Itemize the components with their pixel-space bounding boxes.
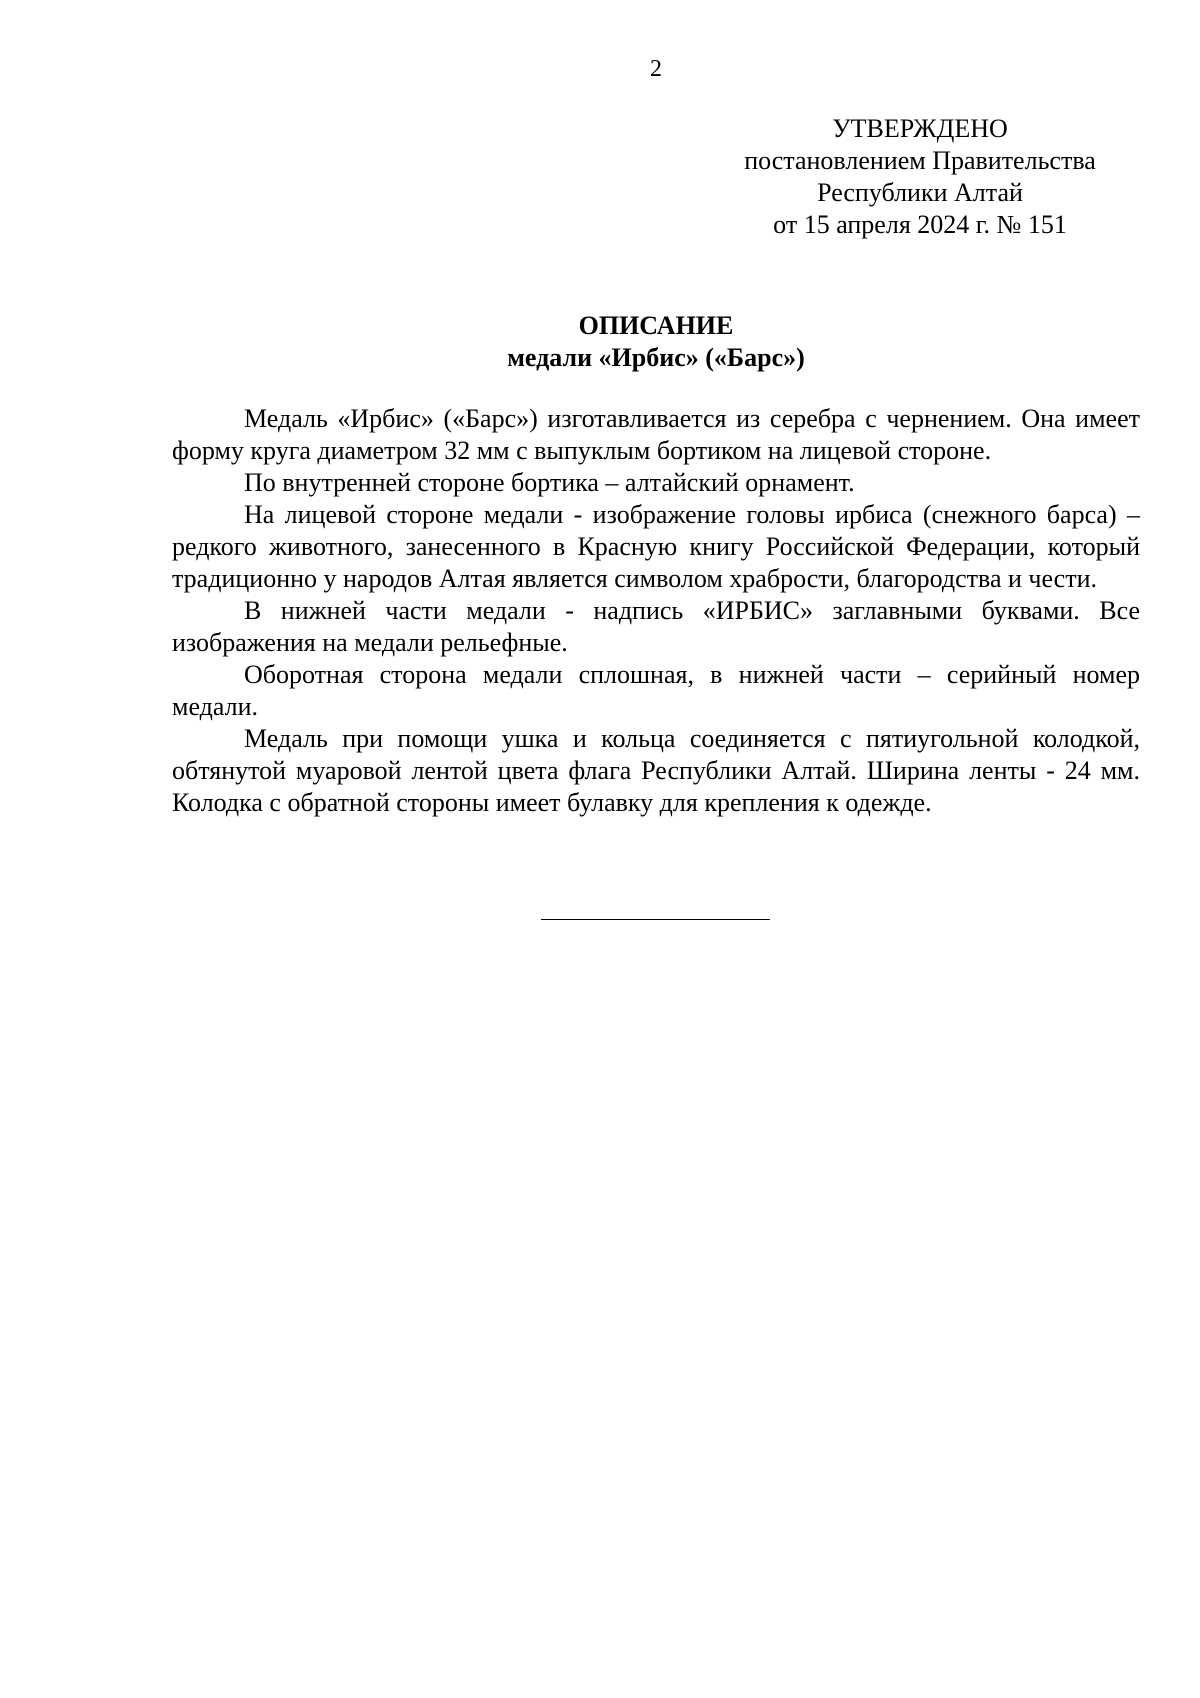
approval-region: Республики Алтай [817, 178, 1023, 207]
title-heading: ОПИСАНИЕ [578, 311, 734, 340]
paragraph: Медаль при помощи ушка и кольца соединяется с пятиугольной колодкой, обтянутой муаровой лентой цвета флага Республики Алтай. Ширина ленты - 24 мм. Колодка с обратной стороны имеет булавку для крепления к одежде. [172, 724, 1140, 817]
approval-date-number: от 15 апреля 2024 г. № 151 [773, 210, 1067, 239]
title-subheading: медали «Ирбис» («Барс») [507, 343, 805, 372]
page-number: 2 [650, 56, 662, 82]
document-title [172, 310, 1140, 374]
closing-rule [541, 919, 770, 920]
paragraph: Оборотная сторона медали сплошная, в нижней части – серийный номер медали. [172, 660, 1140, 721]
approval-block [720, 113, 1120, 241]
approval-authority: постановлением Правительства [744, 146, 1096, 175]
paragraph: На лицевой стороне медали - изображение головы ирбиса (снежного барса) – редкого животного, занесенного в Красную книгу Российской Федерации, который традиционно у народов Алтая является символом храбрости, благородства и чести. [172, 500, 1140, 593]
approval-stamp-label: УТВЕРЖДЕНО [832, 114, 1008, 143]
paragraph: Медаль «Ирбис» («Барс») изготавливается из серебра с чернением. Она имеет форму круга диаметром 32 мм с выпуклым бортиком на лицевой стороне. [172, 404, 1140, 465]
document-body [172, 403, 1140, 819]
paragraph: По внутренней стороне бортика – алтайский орнамент. [244, 468, 855, 497]
paragraph: В нижней части медали - надпись «ИРБИС» заглавными буквами. Все изображения на медали рельефные. [172, 596, 1140, 657]
